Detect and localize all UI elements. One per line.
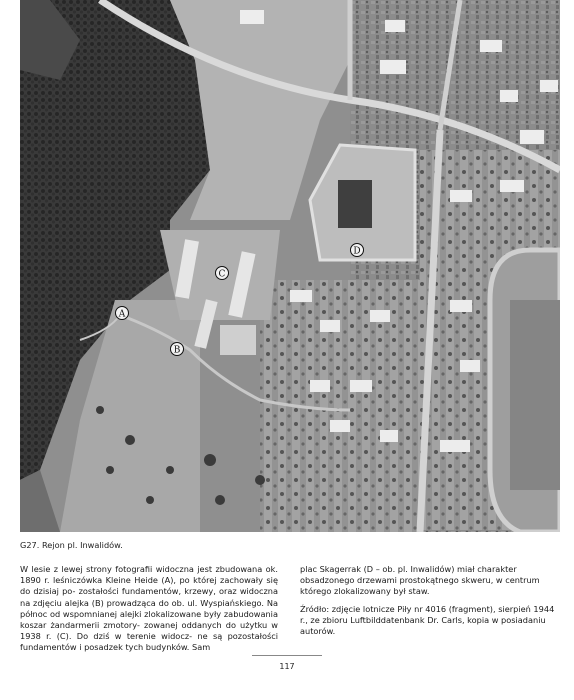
svg-text:D: D xyxy=(353,246,361,257)
text-line: alejki zlokalizowane były zabudowania koszar żandarmerii zmotory- xyxy=(20,608,278,631)
paragraph xyxy=(300,564,556,598)
page-number-rule xyxy=(252,655,322,656)
marker-c xyxy=(216,267,229,280)
text-line: ne są pozostałości fundamentów i posadzek tych budynków. Sam xyxy=(20,631,278,653)
text-line: leśniczówka Kleine Heide (A), po której zachowały się do dzisiaj po- xyxy=(20,575,278,597)
text-line: W lesie z lewej strony fotografii widoczna jest zbudowana ok. 1890 r. xyxy=(20,564,278,586)
body-text-left-column xyxy=(20,564,278,654)
text-line: zostałości fundamentów, krzewy, oraz widoczna na zdjęciu alejka (B) xyxy=(20,586,279,608)
text-line: zowanej oddanych do użytku w 1938 r. (C). Do dziś w terenie widocz- xyxy=(20,620,278,642)
text-line: drzewami prostokątnego skweru, w centrum którego zlokalizowany xyxy=(300,575,540,597)
paragraph xyxy=(20,564,278,654)
body-text-right-column xyxy=(300,564,556,637)
figure-caption: G27. Rejon pl. Inwalidów. xyxy=(20,540,123,550)
aerial-photograph xyxy=(20,0,560,532)
page-number: 117 xyxy=(279,662,295,671)
text-line: prowadząca do ob. ul. Wyspiańskiego. Na północ od wspomnianej xyxy=(20,597,278,619)
marker-d xyxy=(351,244,364,257)
svg-text:C: C xyxy=(218,269,226,280)
source-paragraph xyxy=(300,604,556,638)
text-line: był staw. xyxy=(393,586,430,597)
svg-text:B: B xyxy=(173,345,181,356)
text-line: Źródło: zdjęcie lotnicze Piły nr 4016 (fragment), sierpień 1944 r., ze xyxy=(300,603,555,625)
marker-a xyxy=(116,307,129,320)
text-line: zbioru Luftbilddatenbank Dr. Carls, kopia w posiadaniu autorów. xyxy=(300,614,546,637)
marker-b xyxy=(171,343,184,356)
text-line: plac Skagerrak (D – ob. pl. Inwalidów) miał charakter obsadzonego xyxy=(300,564,517,586)
svg-text:A: A xyxy=(118,309,126,320)
aerial-photo-image xyxy=(20,0,560,532)
